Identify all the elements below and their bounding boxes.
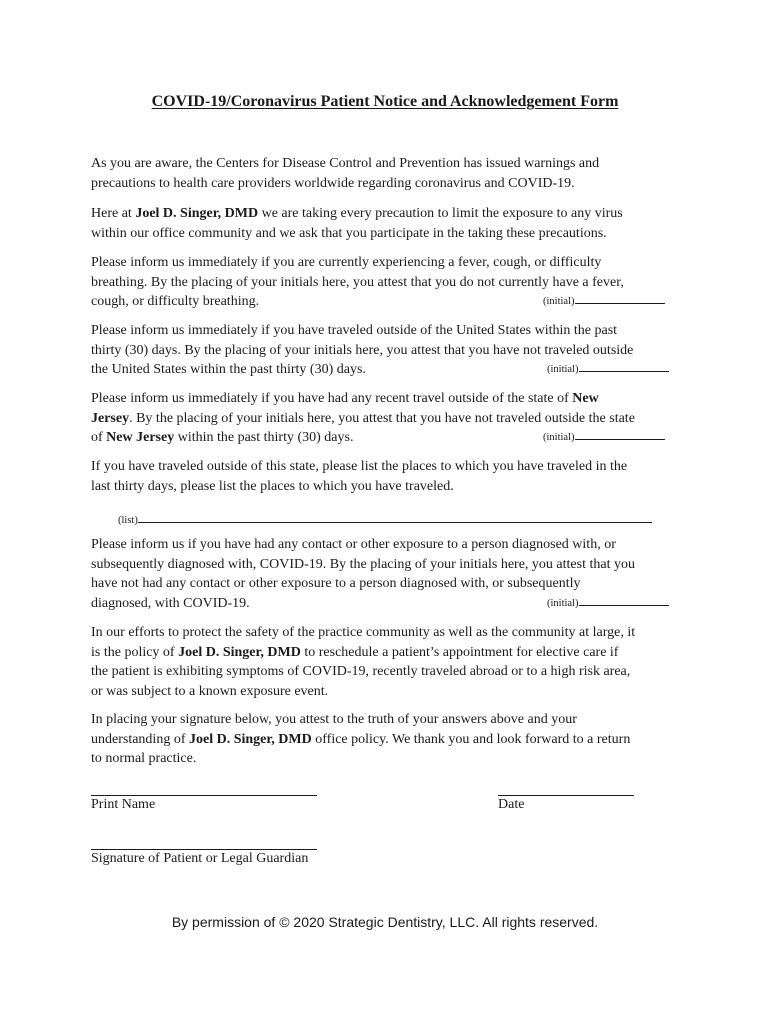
exposure-line-4 <box>91 594 691 614</box>
policy-line-4: or was subject to a known exposure event. <box>91 683 329 699</box>
symptoms-initial-field[interactable] <box>543 292 665 312</box>
practice-name: Joel D. Singer, DMD <box>188 731 312 747</box>
precaution-text: Here at <box>91 206 136 221</box>
attest-line-3: to normal practice. <box>91 751 197 767</box>
signature-label: Signature of Patient or Legal Guardian <box>91 851 309 866</box>
intro-line-2: precautions to health care providers worldwide regarding coronavirus and COVID-19. <box>91 175 575 191</box>
travel-state-text: within the past thirty (30) days. <box>174 430 354 446</box>
travel-list-line-2: last thirty days, please list the places to which you have traveled. <box>91 478 454 494</box>
print-name-label: Print Name <box>91 797 156 812</box>
travel-state-text: Please inform us immediately if you have had any recent travel outside of the state of <box>91 391 573 406</box>
attest-line-1: In placing your signature below, you attest to the truth of your answers above and your <box>91 712 577 727</box>
travel-us-initial-field[interactable] <box>547 360 669 380</box>
travel-state-text: of <box>91 430 107 446</box>
form-title: COVID-19/Coronavirus Patient Notice and Acknowledgement Form <box>151 93 619 110</box>
policy-text: to reschedule a patient’s appointment for elective care if <box>300 644 619 660</box>
initial-label: (initial) <box>543 296 575 308</box>
symptoms-line-3 <box>91 292 691 312</box>
state-name: New <box>572 391 599 406</box>
date-label: Date <box>498 797 525 812</box>
practice-name: Joel D. Singer, DMD <box>135 206 259 221</box>
initial-blank[interactable] <box>579 594 669 606</box>
initial-label: (initial) <box>547 597 579 609</box>
policy-line-1: In our efforts to protect the safety of the practice community as well as the community at large, it <box>91 625 636 640</box>
attest-text: office policy. We thank you and look forward to a return <box>311 731 631 747</box>
exposure-line-1: Please inform us if you have had any contact or other exposure to a person diagnosed with, or <box>91 537 616 552</box>
attest-text: understanding of <box>91 731 189 747</box>
precaution-text: we are taking every precaution to limit the exposure to any virus <box>258 206 623 221</box>
travel-state-line-2 <box>91 409 691 429</box>
exposure-paragraph <box>91 535 691 613</box>
precaution-line-1 <box>91 204 691 224</box>
travel-state-initial-field[interactable] <box>543 428 665 448</box>
exposure-line-3: have not had any contact or other exposure to a person diagnosed with, or subsequently <box>91 576 581 592</box>
travel-us-line-2: thirty (30) days. By the placing of your initials here, you attest that you have not traveled outside <box>91 342 634 358</box>
initial-label: (initial) <box>543 432 575 444</box>
list-field[interactable] <box>118 511 658 526</box>
intro-paragraph <box>91 154 691 193</box>
print-name-line[interactable] <box>91 795 317 796</box>
exposure-line-2: subsequently diagnosed with, COVID-19. By the placing of your initials here, you attest that you <box>91 556 635 572</box>
initial-blank[interactable] <box>575 428 665 440</box>
exposure-text: diagnosed, with COVID-19. <box>91 595 250 611</box>
travel-state-line-1 <box>91 389 691 409</box>
travel-list-line-1: If you have traveled outside of this state, please list the places to which you have traveled in the <box>91 459 628 474</box>
travel-list-paragraph <box>91 457 691 496</box>
travel-state-paragraph <box>91 389 691 448</box>
symptoms-line-1: Please inform us immediately if you are currently experiencing a fever, cough, or difficulty <box>91 255 602 270</box>
state-name: Jersey <box>91 410 130 426</box>
travel-state-text: . By the placing of your initials here, you attest that you have not traveled outside the state <box>129 410 635 426</box>
precaution-paragraph <box>91 204 691 243</box>
travel-us-line-3 <box>91 360 691 380</box>
symptoms-paragraph <box>91 253 691 312</box>
policy-line-2 <box>91 643 691 663</box>
symptoms-line-2: breathing. By the placing of your initials here, you attest that you do not currently have a fever, <box>91 274 624 290</box>
exposure-initial-field[interactable] <box>547 594 669 614</box>
list-blank[interactable] <box>138 511 652 523</box>
travel-us-line-1: Please inform us immediately if you have traveled outside of the United States within the past <box>91 323 618 338</box>
symptoms-text: cough, or difficulty breathing. <box>91 294 260 310</box>
attest-line-2 <box>91 730 691 750</box>
initial-blank[interactable] <box>579 360 669 372</box>
intro-line-1: As you are aware, the Centers for Disease Control and Prevention has issued warnings and <box>91 156 600 171</box>
policy-line-3: the patient is exhibiting symptoms of COVID-19, recently traveled abroad or to a high risk area, <box>91 664 631 680</box>
travel-us-paragraph <box>91 321 691 380</box>
travel-state-line-3 <box>91 428 691 448</box>
policy-text: is the policy of <box>91 644 179 660</box>
attest-paragraph <box>91 710 691 769</box>
travel-us-text: the United States within the past thirty (30) days. <box>91 362 366 378</box>
state-name: New Jersey <box>106 430 175 446</box>
copyright-footer: By permission of © 2020 Strategic Dentistry, LLC. All rights reserved. <box>171 914 599 930</box>
policy-paragraph <box>91 623 691 701</box>
practice-name: Joel D. Singer, DMD <box>178 644 301 660</box>
initial-label: (initial) <box>547 364 579 376</box>
precaution-line-2: within our office community and we ask that you participate in the taking these precautions. <box>91 225 607 241</box>
initial-blank[interactable] <box>575 292 665 304</box>
list-label: (list) <box>118 515 138 526</box>
date-line[interactable] <box>498 795 634 796</box>
signature-line[interactable] <box>91 849 317 850</box>
